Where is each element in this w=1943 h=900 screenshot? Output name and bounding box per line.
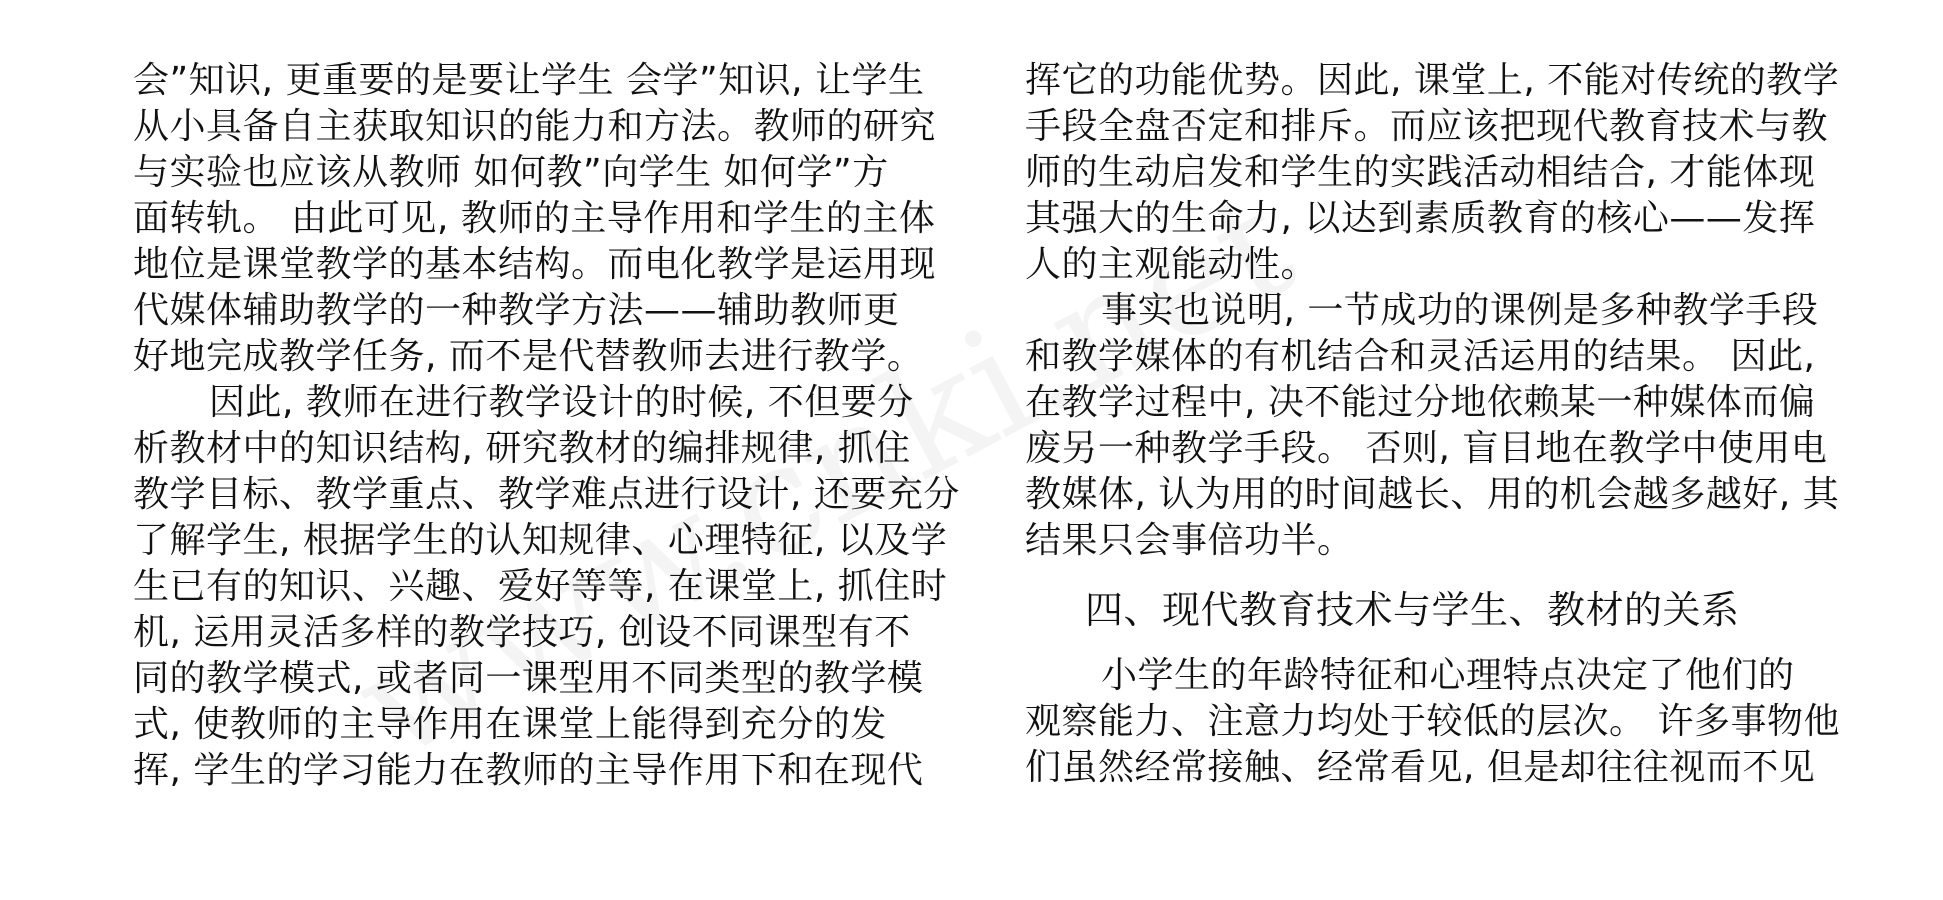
text-line: 在教学过程中, 决不能过分地依赖某一种媒体而偏 [1025, 382, 1816, 423]
text-line: 地位是课堂教学的基本结构。而电化教学是运用现 [133, 244, 937, 285]
paragraph-first-line: 小学生的年龄特征和心理特点决定了他们的 [1101, 655, 1795, 696]
text-line: 教媒体, 认为用的时间越长、用的机会越多越好, 其 [1025, 474, 1840, 515]
text-line: 废另一种教学手段。 否则, 盲目地在教学中使用电 [1025, 428, 1828, 469]
text-line: 结果只会事倍功半。 [1025, 520, 1354, 561]
text-line: 机, 运用灵活多样的教学技巧, 创设不同课型有不 [133, 612, 911, 653]
text-line: 生已有的知识、兴趣、爱好等等, 在课堂上, 抓住时 [133, 566, 948, 607]
section-heading: 四、现代教育技术与学生、教材的关系 [1085, 588, 1740, 632]
text-line: 其强大的生命力, 以达到素质教育的核心——发挥 [1025, 198, 1816, 239]
text-line: 师的生动启发和学生的实践活动相结合, 才能体现 [1025, 152, 1816, 193]
text-line: 析教材中的知识结构, 研究教材的编排规律, 抓住 [133, 428, 911, 469]
text-line: 式, 使教师的主导作用在课堂上能得到充分的发 [133, 704, 887, 745]
text-line: 们虽然经常接触、经常看见, 但是却往往视而不见 [1025, 747, 1816, 788]
paragraph-first-line: 因此, 教师在进行教学设计的时候, 不但要分 [209, 382, 914, 423]
text-line: 与实验也应该从教师 如何教”向学生 如何学”方 [133, 152, 889, 193]
text-line: 教学目标、教学重点、教学难点进行设计, 还要充分 [133, 474, 960, 515]
left-column [133, 58, 960, 794]
text-line: 挥它的功能优势。因此, 课堂上, 不能对传统的教学 [1025, 60, 1840, 101]
text-line: 和教学媒体的有机结合和灵活运用的结果。 因此, [1025, 336, 1816, 377]
text-line: 挥, 学生的学习能力在教师的主导作用下和在现代 [133, 750, 924, 791]
right-column [1025, 58, 1855, 791]
text-line: 人的主观能动性。 [1025, 244, 1318, 285]
text-line: 面转轨。 由此可见, 教师的主导作用和学生的主体 [133, 198, 936, 239]
text-line: 代媒体辅助教学的一种教学方法——辅助教师更 [133, 290, 900, 331]
text-line: 观察能力、注意力均处于较低的层次。 许多事物他 [1025, 701, 1840, 742]
paragraph-first-line: 事实也说明, 一节成功的课例是多种教学手段 [1101, 290, 1819, 331]
text-line: 了解学生, 根据学生的认知规律、心理特征, 以及学 [133, 520, 948, 561]
text-line: 手段全盘否定和排斥。而应该把现代教育技术与教 [1025, 106, 1829, 147]
text-line: 会”知识, 更重要的是要让学生 会学”知识, 让学生 [133, 60, 925, 101]
text-line: 好地完成教学任务, 而不是代替教师去进行教学。 [133, 336, 924, 377]
text-line: 同的教学模式, 或者同一课型用不同类型的教学模 [133, 658, 924, 699]
text-line: 从小具备自主获取知识的能力和方法。教师的研究 [133, 106, 937, 147]
